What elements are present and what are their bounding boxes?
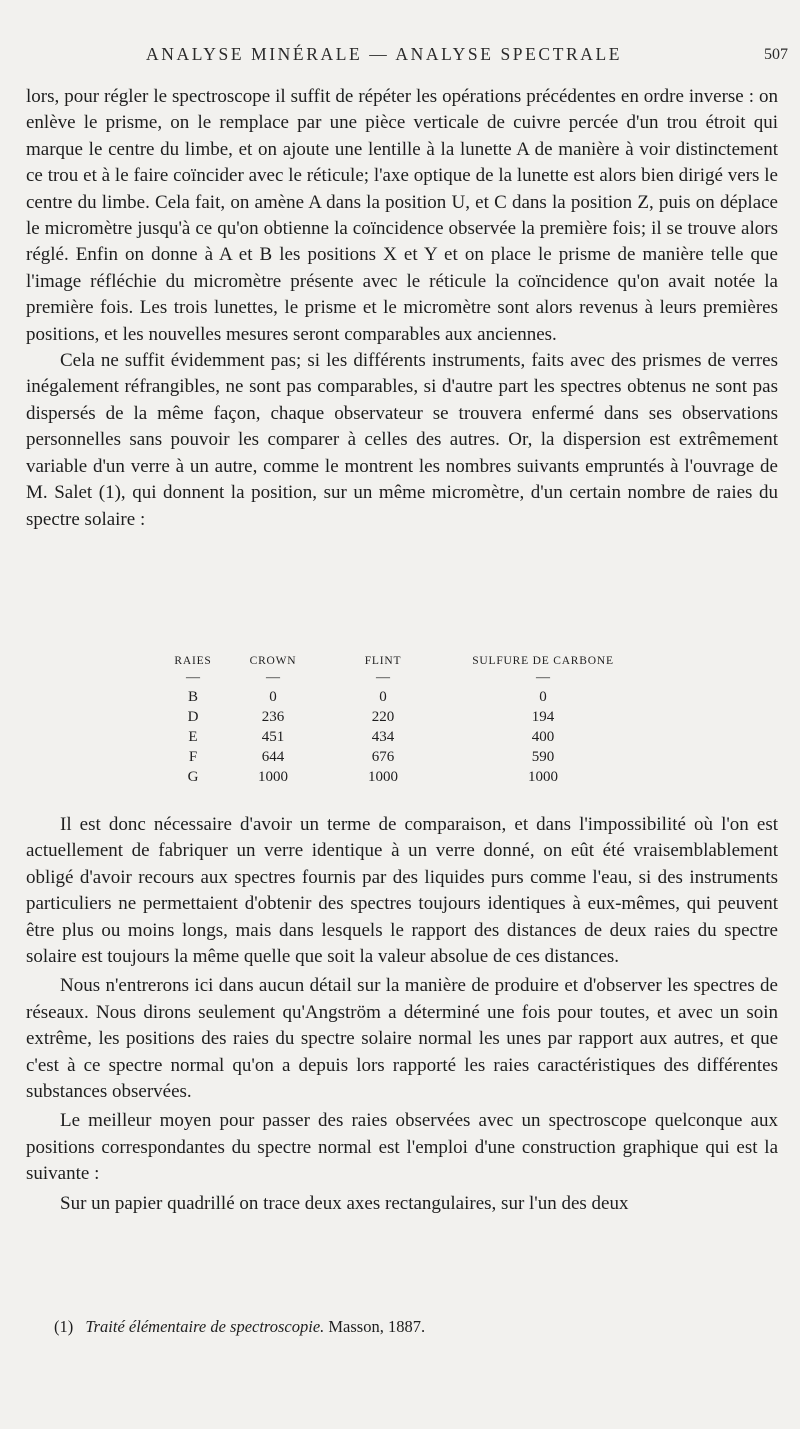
dash: — — [376, 670, 390, 685]
table-cell: 0 — [269, 689, 277, 705]
table-header-row — [168, 655, 648, 669]
body-text-bottom — [26, 812, 778, 1220]
table-cell: 451 — [261, 729, 285, 745]
table-cell: 676 — [371, 749, 395, 765]
paragraph: Nous n'entrerons ici dans aucun détail sur la manière de produire et d'observer les spectres de réseaux. Nous dirons seulement qu'Angström a déterminé une fois pour toutes, et avec un soin extrême, les positions des raies du spectre solaire normal les unes par rapport aux autres, et que c'est à ce spectre normal qu'on a depuis lors rapporté les raies caractéristiques des différentes substances observées. — [26, 975, 778, 1103]
table-cell: 0 — [379, 689, 387, 705]
dash: — — [266, 670, 280, 685]
page-number: 507 — [764, 46, 788, 63]
table-cell: 236 — [261, 709, 285, 725]
table-row — [168, 707, 648, 727]
table-cell: 590 — [531, 749, 555, 765]
paragraph: Cela ne suffit évidemment pas; si les différents instruments, faits avec des prismes de verres inégalement réfrangibles, ne sont pas comparables, si d'autre part les spectres obtenus ne sont pas dispersés de la même façon, chaque observateur se trouvera enfermé dans ses observations personnelles sans pouvoir les comparer à celles des autres. Or, la dispersion est extrêmement variable d'un verre à un autre, comme le montrent les nombres suivants empruntés à l'ouvrage de M. Salet (1), qui donnent la position, sur un même micromètre, d'un certain nombre de raies du spectre solaire : — [26, 350, 778, 530]
footnote-title: Traité élémentaire de spectroscopie. — [85, 1317, 325, 1336]
header-sulfure: SULFURE DE CARBONE — [472, 655, 614, 667]
table-cell: 1000 — [368, 769, 398, 785]
table-cell: 434 — [371, 729, 395, 745]
footnote-ref: (1) — [54, 1317, 74, 1336]
table-cell: D — [187, 709, 199, 725]
running-header — [0, 44, 800, 70]
table-dash-row — [168, 669, 648, 687]
table-cell: 1000 — [258, 769, 288, 785]
table-row — [168, 687, 648, 707]
table-cell: F — [188, 749, 198, 765]
dash: — — [536, 670, 550, 685]
table-cell: 220 — [371, 709, 395, 725]
dash: — — [186, 670, 200, 685]
header-crown: CROWN — [249, 655, 297, 667]
table-cell: 0 — [539, 689, 547, 705]
header-flint: FLINT — [364, 655, 402, 667]
body-text-top — [26, 84, 778, 533]
table-row — [168, 727, 648, 747]
paragraph: Le meilleur moyen pour passer des raies observées avec un spectroscope quelconque aux positions correspondantes du spectre normal est l'emploi d'une construction graphique qui est la suivante : — [26, 1110, 778, 1185]
table-cell: E — [188, 729, 198, 745]
table-cell: 400 — [531, 729, 555, 745]
table-cell: 194 — [531, 709, 555, 725]
paragraph: Sur un papier quadrillé on trace deux axes rectangulaires, sur l'un des deux — [60, 1192, 629, 1214]
table-row — [168, 767, 648, 787]
paragraph: lors, pour régler le spectroscope il suffit de répéter les opérations précédentes en ordre inverse : on enlève le prisme, on le remplace par une pièce verticale de cuivre percée d'un trou étroit qui marque le centre du limbe, et on ajoute une lentille à la lunette A de manière à voir distinctement ce trou et à le faire coïncider avec le réticule; l'axe optique de la lunette est alors bien dirigé vers le centre du limbe. Cela fait, on amène A dans la position U, et C dans la position Z, puis on déplace le micromètre jusqu'à ce qu'on obtienne la coïncidence observée la première fois; il se trouve alors réglé. Enfin on donne à A et B les positions X et Y et on place le prisme de manière telle que l'image réfléchie du micromètre présente avec le réticule la coïncidence qu'on avait notée la première fois. Les trois lunettes, le prisme et le micromètre sont alors revenus à leurs premières positions, et les nouvelles mesures seront comparables aux anciennes. — [26, 86, 778, 345]
header-raies: RAIES — [174, 655, 212, 667]
table-row — [168, 747, 648, 767]
table-cell: B — [187, 689, 198, 705]
footnote — [54, 1317, 425, 1337]
paragraph: Il est donc nécessaire d'avoir un terme de comparaison, et dans l'impossibilité où l'on est actuellement de fabriquer un verre identique à un verre donné, on eût été vraisemblablement obligé d'avoir recours aux spectres fournis par des liquides purs comme l'eau, si des instruments particuliers ne permettaient d'obtenir des spectres toujours identiques à eux-mêmes, qui peuvent être plus ou moins longs, mais dans lesquels le rapport des distances de deux raies du spectre solaire est toujours la même quelle que soit la valeur absolue de ces distances. — [26, 814, 778, 968]
table-cell: 644 — [261, 749, 285, 765]
running-title: ANALYSE MINÉRALE — ANALYSE SPECTRALE — [146, 44, 623, 64]
footnote-publisher: Masson, 1887. — [328, 1317, 426, 1336]
table-cell: G — [187, 769, 199, 785]
table-cell: 1000 — [528, 769, 558, 785]
dispersion-table — [168, 655, 648, 787]
